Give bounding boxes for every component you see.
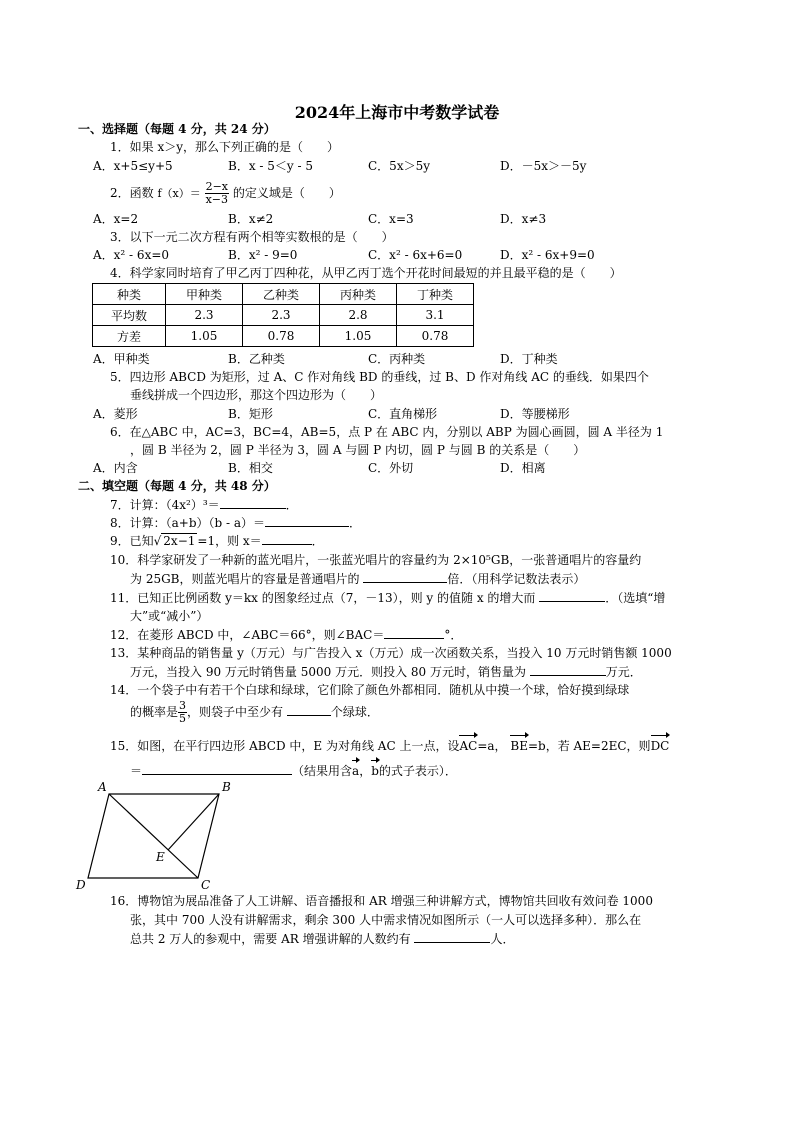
question-13-line1: 13．某种商品的销售量 y（万元）与广告投入 x（万元）成一次函数关系，当投入 10 万元时销售额 1000 <box>110 646 672 660</box>
vector-a: a <box>352 764 360 778</box>
q15-eq-b: =b，若 AE=2EC，则 <box>527 739 651 753</box>
q3-option-d: D．x² - 6x+9=0 <box>500 248 595 262</box>
q4-option-c: C．丙种类 <box>368 352 426 366</box>
question-15-line2 <box>130 763 457 779</box>
q2-denominator: x−3 <box>205 193 228 206</box>
q15-sep: ， <box>359 764 372 778</box>
table-row <box>93 305 474 326</box>
q10-end: 倍．（用科学记数法表示） <box>447 572 586 586</box>
q5-option-d: D．等腰梯形 <box>500 407 570 421</box>
table-header-cell: 甲种类 <box>166 284 243 305</box>
question-10-line2 <box>130 571 585 587</box>
q2-option-b: B．x≠2 <box>228 212 274 226</box>
q4-option-d: D．丁种类 <box>500 352 558 366</box>
q2-option-a: A．x=2 <box>93 212 139 226</box>
page-title: 2024年上海市中考数学试卷 <box>294 103 500 122</box>
question-2-stem <box>110 180 341 207</box>
q6-option-c: C．外切 <box>368 461 414 475</box>
q14-end: 个绿球． <box>330 705 379 719</box>
table-cell: 方差 <box>93 326 166 347</box>
q2-option-c: C．x=3 <box>368 212 414 226</box>
table-cell: 0.78 <box>243 326 320 347</box>
vector-dc: DC <box>650 739 670 753</box>
q1-option-b: B．x - 5＜y - 5 <box>228 159 314 173</box>
vector-ac: AC <box>459 739 478 753</box>
parallelogram-figure <box>72 778 242 893</box>
q4-option-b: B．乙种类 <box>228 352 285 366</box>
question-15-line1 <box>110 738 669 754</box>
q5-option-c: C．直角梯形 <box>368 407 438 421</box>
question-4-stem: 4．科学家同时培育了甲乙丙丁四种花，从甲乙丙丁选个开花时间最短的并且最平稳的是（ ） <box>110 266 622 280</box>
question-6-line2: ，圆 B 半径为 2，圆 P 半径为 3，圆 A 与圆 P 内切，圆 P 与圆 B 的关系是（ ） <box>130 443 586 457</box>
q5-option-b: B．矩形 <box>228 407 273 421</box>
answer-blank[interactable] <box>265 515 349 527</box>
table-cell: 1.05 <box>166 326 243 347</box>
q14-denominator: 5 <box>179 712 187 725</box>
label-a: A <box>98 780 107 794</box>
q14-text: 的概率是 <box>130 705 179 719</box>
q2-function: f（x）＝ <box>157 187 201 200</box>
q14-fraction <box>178 700 187 725</box>
question-8 <box>110 515 361 531</box>
table-header-cell: 丁种类 <box>397 284 474 305</box>
q9-end: ． <box>311 534 324 548</box>
q1-option-d: D．－5x＞－5y <box>500 159 587 173</box>
question-14-line2 <box>130 697 379 727</box>
question-11-line2: 大”或“减小”） <box>130 609 209 623</box>
question-14-line1: 14．一个袋子中有若干个白球和绿球，它们除了颜色外都相同．随机从中摸一个球，恰好摸到绿球 <box>110 683 630 697</box>
table-cell: 1.05 <box>320 326 397 347</box>
table-row <box>93 326 474 347</box>
q13-end: 万元． <box>605 665 642 679</box>
question-1-stem: 1．如果 x＞y，那么下列正确的是（ ） <box>110 140 339 154</box>
table-header-cell: 丙种类 <box>320 284 397 305</box>
label-e: E <box>156 850 165 864</box>
q4-option-a: A．甲种类 <box>93 352 150 366</box>
table-header-row <box>93 284 474 305</box>
q3-option-b: B．x² - 9=0 <box>228 248 298 262</box>
vector-be: BE <box>510 739 528 753</box>
q7-text: 7．计算：（4x²）³＝ <box>110 498 220 512</box>
table-cell: 2.8 <box>320 305 397 326</box>
question-10-line1: 10．科学家研发了一种新的蓝光唱片，一张蓝光唱片的容量约为 2×10⁵GB，一张普通唱片的容量约 <box>110 553 642 567</box>
q2-fraction <box>205 181 229 206</box>
q15-text2: （结果用含 <box>292 764 353 778</box>
q2-numerator: 2−x <box>205 180 228 193</box>
q1-option-a: A．x+5≤y+5 <box>93 159 173 173</box>
table-header-cell: 种类 <box>93 284 166 305</box>
q1-option-c: C．5x＞5y <box>368 159 430 173</box>
q11-text: 11．已知正比例函数 y＝kx 的图象经过点（7，－13），则 y 的值随 x 的增大而 <box>110 591 536 605</box>
answer-blank[interactable] <box>530 664 606 676</box>
answer-blank[interactable] <box>363 571 447 583</box>
q15-eq-a: =a， <box>477 739 507 753</box>
vector-b: b <box>371 764 379 778</box>
question-13-line2 <box>130 664 642 680</box>
table-header-cell: 乙种类 <box>243 284 320 305</box>
q8-text: 8．计算：（a+b）（b - a）＝ <box>110 516 266 530</box>
q6-option-d: D．相离 <box>500 461 546 475</box>
q14-numerator: 3 <box>179 699 187 712</box>
question-9: 9．已知√ 2x−1 =1，则 x＝ ． <box>110 534 324 548</box>
answer-blank[interactable] <box>539 590 605 602</box>
q12-text: 12．在菱形 ABCD 中，∠ABC＝66°，则∠BAC＝ <box>110 628 385 642</box>
q15-end: 的式子表示）． <box>378 764 457 778</box>
answer-blank[interactable] <box>287 704 331 716</box>
q9-radicand: 2x−1 <box>163 534 196 548</box>
question-5-line2: 垂线拼成一个四边形，那这个四边形为（ ） <box>130 388 383 402</box>
answer-blank[interactable] <box>384 627 444 639</box>
q10-text: 为 25GB，则蓝光唱片的容量是普通唱片的 <box>130 572 360 586</box>
label-b: B <box>222 780 231 794</box>
label-c: C <box>201 878 211 892</box>
question-6-line1: 6．在△ABC 中，AC=3，BC=4，AB=5，点 P 在 ABC 内，分别以 ABP 为圆心画圆，圆 A 半径为 1 <box>110 425 664 439</box>
table-cell: 2.3 <box>243 305 320 326</box>
q13-text: 万元，当投入 90 万元时销售量 5000 万元．则投入 80 万元时，销售量为 <box>130 665 526 679</box>
q12-end: °． <box>444 628 463 642</box>
q8-end: ． <box>349 516 362 530</box>
question-5-line1: 5．四边形 ABCD 为矩形，过 A、C 作对角线 BD 的垂线，过 B、D 作对角线 AC 的垂线．如果四个 <box>110 370 649 384</box>
diagonal-ac <box>109 794 198 878</box>
q6-option-b: B．相交 <box>228 461 273 475</box>
q16-text: 总共 2 万人的参观中，需要 AR 增强讲解的人数约有 <box>130 932 411 946</box>
segment-be <box>168 794 219 850</box>
question-16-line3 <box>130 931 514 947</box>
question-3-stem: 3．以下一元二次方程有两个相等实数根的是（ ） <box>110 230 394 244</box>
q9-text2: =1，则 x＝ <box>197 534 262 548</box>
q2-option-d: D．x≠3 <box>500 212 547 226</box>
answer-blank[interactable] <box>142 763 292 775</box>
answer-blank[interactable] <box>414 931 490 943</box>
table-cell: 0.78 <box>397 326 474 347</box>
q7-end: ． <box>285 498 298 512</box>
q3-option-c: C．x² - 6x+6=0 <box>368 248 463 262</box>
question-7 <box>110 497 298 513</box>
table-cell: 2.3 <box>166 305 243 326</box>
q15-eq: ＝ <box>130 764 143 778</box>
flower-data-table <box>92 283 474 347</box>
question-16-line1: 16．博物馆为展品准备了人工讲解、语音播报和 AR 增强三种讲解方式，博物馆共回收有效问卷 1000 <box>110 894 653 908</box>
q3-option-a: A．x² - 6x=0 <box>93 248 170 262</box>
q11-end: ．（选填“增 <box>605 591 666 605</box>
table-cell: 平均数 <box>93 305 166 326</box>
question-11-line1 <box>110 590 665 606</box>
q5-option-a: A．菱形 <box>93 407 138 421</box>
section-heading-fill: 二、填空题（每题 4 分，共 48 分） <box>78 479 276 493</box>
question-12 <box>110 627 462 643</box>
label-d: D <box>76 878 86 892</box>
q15-text: 15．如图，在平行四边形 ABCD 中，E 为对角线 AC 上一点，设 <box>110 739 460 753</box>
q9-text: 9．已知 <box>110 534 154 548</box>
answer-blank[interactable] <box>220 497 286 509</box>
q2-prefix: 2．函数 <box>110 186 154 200</box>
q2-suffix: 的定义域是（ ） <box>232 186 341 200</box>
q16-end: 人． <box>490 932 515 946</box>
section-heading-choice: 一、选择题（每题 4 分，共 24 分） <box>78 122 276 136</box>
q14-text2: ，则袋子中至少有 <box>187 705 284 719</box>
answer-blank[interactable] <box>262 533 312 545</box>
table-cell: 3.1 <box>397 305 474 326</box>
question-16-line2: 张，其中 700 人没有讲解需求，剩余 300 人中需求情况如图所示（一人可以选择多种）．那么在 <box>130 913 642 927</box>
q6-option-a: A．内含 <box>93 461 138 475</box>
